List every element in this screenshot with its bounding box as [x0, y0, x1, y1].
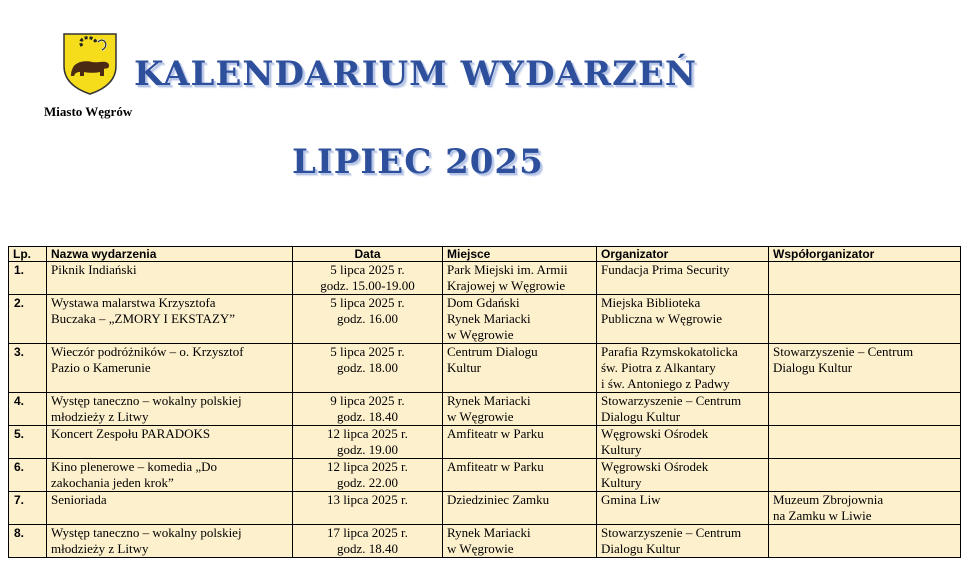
cell-event-name-line: Występ taneczno – wokalny polskiej — [51, 525, 242, 540]
cell-place-line: Park Miejski im. Armii — [447, 262, 568, 277]
cell-organizer-line: Dialogu Kultur — [601, 409, 681, 424]
column-header-date: Data — [293, 247, 443, 262]
cell-event-name — [47, 344, 293, 393]
table-row — [9, 295, 961, 344]
cell-date-line: 17 lipca 2025 r. — [327, 525, 408, 540]
cell-place — [443, 459, 597, 492]
events-table — [8, 246, 961, 558]
cell-place-line: w Węgrowie — [447, 541, 514, 556]
cell-event-name — [47, 525, 293, 558]
cell-coorganizer-line: na Zamku w Liwie — [773, 508, 872, 523]
cell-place-line: Krajowej w Węgrowie — [447, 278, 566, 293]
table-row — [9, 492, 961, 525]
column-header-lp: Lp. — [9, 247, 47, 262]
cell-date-line: godz. 16.00 — [336, 311, 399, 326]
cell-coorganizer-line: Dialogu Kultur — [773, 360, 853, 375]
cell-place-line: Amfiteatr w Parku — [447, 459, 544, 474]
cell-place-line: Dom Gdański — [447, 295, 520, 310]
cell-coorganizer — [769, 295, 961, 344]
cell-date-line: 12 lipca 2025 r. — [327, 459, 408, 474]
cell-organizer-line: Kultury — [601, 475, 642, 490]
cell-coorganizer — [769, 459, 961, 492]
cell-organizer-line: Publiczna w Węgrowie — [601, 311, 723, 326]
cell-place-line: Centrum Dialogu — [447, 344, 538, 359]
cell-organizer — [597, 393, 769, 426]
cell-coorganizer-line: Muzeum Zbrojownia — [773, 492, 884, 507]
cell-place — [443, 295, 597, 344]
cell-place — [443, 344, 597, 393]
cell-event-name-line: Wieczór podróżników – o. Krzysztof — [51, 344, 244, 359]
cell-lp: 3. — [9, 344, 47, 393]
cell-event-name — [47, 459, 293, 492]
cell-lp: 4. — [9, 393, 47, 426]
cell-place-line: Rynek Mariacki — [447, 525, 531, 540]
cell-organizer — [597, 344, 769, 393]
cell-coorganizer — [769, 262, 961, 295]
cell-organizer — [597, 426, 769, 459]
cell-organizer-line: Miejska Biblioteka — [601, 295, 701, 310]
cell-place-line: Dziedziniec Zamku — [447, 492, 550, 507]
page-subtitle: LIPIEC 2025 — [292, 142, 544, 182]
cell-event-name — [47, 262, 293, 295]
cell-coorganizer — [769, 426, 961, 459]
cell-event-name-line: młodzieży z Litwy — [51, 409, 149, 424]
cell-date-line: godz. 15.00-19.00 — [320, 278, 415, 293]
column-header-coorganizer: Współorganizator — [769, 247, 961, 262]
cell-date-line: godz. 22.00 — [336, 475, 399, 490]
cell-event-name-line: zakochania jeden krok” — [51, 475, 174, 490]
cell-event-name — [47, 492, 293, 525]
cell-date-line: godz. 18.40 — [336, 409, 399, 424]
cell-date-line: 9 lipca 2025 r. — [330, 393, 405, 408]
cell-date — [293, 295, 443, 344]
cell-organizer-line: Kultury — [601, 442, 642, 457]
cell-event-name-line: Pazio o Kamerunie — [51, 360, 151, 375]
cell-organizer-line: św. Piotra z Alkantary — [601, 360, 716, 375]
cell-event-name — [47, 426, 293, 459]
cell-event-name — [47, 295, 293, 344]
cell-date-line: 13 lipca 2025 r. — [327, 492, 408, 507]
cell-date-line: 5 lipca 2025 r. — [330, 295, 405, 310]
cell-date — [293, 492, 443, 525]
cell-date-line: godz. 18.00 — [336, 360, 399, 375]
coat-of-arms-bear-icon — [62, 32, 118, 96]
table-body — [9, 262, 961, 558]
cell-organizer — [597, 295, 769, 344]
cell-place-line: w Węgrowie — [447, 327, 514, 342]
cell-lp: 7. — [9, 492, 47, 525]
column-header-place: Miejsce — [443, 247, 597, 262]
cell-event-name-line: Występ taneczno – wokalny polskiej — [51, 393, 242, 408]
cell-place — [443, 393, 597, 426]
cell-date — [293, 426, 443, 459]
cell-date — [293, 262, 443, 295]
cell-organizer-line: Parafia Rzymskokatolicka — [601, 344, 738, 359]
cell-date-line: 12 lipca 2025 r. — [327, 426, 408, 441]
cell-event-name-line: Piknik Indiański — [51, 262, 137, 277]
cell-event-name-line: Buczaka – „ZMORY I EKSTAZY” — [51, 311, 236, 326]
cell-lp: 2. — [9, 295, 47, 344]
cell-coorganizer-line: Stowarzyszenie – Centrum — [773, 344, 914, 359]
cell-place — [443, 525, 597, 558]
table-row — [9, 262, 961, 295]
logo-caption: Miasto Węgrów — [44, 104, 133, 119]
table-row — [9, 525, 961, 558]
cell-place-line: Rynek Mariacki — [447, 311, 531, 326]
cell-event-name-line: Senioriada — [51, 492, 107, 507]
cell-place — [443, 426, 597, 459]
cell-place — [443, 492, 597, 525]
cell-lp: 8. — [9, 525, 47, 558]
cell-event-name-line: Kino plenerowe – komedia „Do — [51, 459, 218, 474]
cell-date-line: godz. 19.00 — [336, 442, 399, 457]
cell-date — [293, 344, 443, 393]
cell-event-name — [47, 393, 293, 426]
cell-organizer-line: Stowarzyszenie – Centrum — [601, 525, 742, 540]
column-header-organizer: Organizator — [597, 247, 769, 262]
cell-coorganizer — [769, 393, 961, 426]
table-row — [9, 426, 961, 459]
cell-coorganizer — [769, 525, 961, 558]
cell-date-line: godz. 18.40 — [336, 541, 399, 556]
page-title: KALENDARIUM WYDARZEŃ — [134, 54, 697, 94]
cell-event-name-line: Wystawa malarstwa Krzysztofa — [51, 295, 216, 310]
cell-lp: 5. — [9, 426, 47, 459]
cell-lp: 6. — [9, 459, 47, 492]
cell-date — [293, 525, 443, 558]
cell-organizer-line: Stowarzyszenie – Centrum — [601, 393, 742, 408]
table-header-row — [9, 247, 961, 262]
cell-organizer-line: Dialogu Kultur — [601, 541, 681, 556]
cell-date-line: 5 lipca 2025 r. — [330, 262, 405, 277]
cell-event-name-line: Koncert Zespołu PARADOKS — [51, 426, 211, 441]
cell-place-line: w Węgrowie — [447, 409, 514, 424]
table-row — [9, 393, 961, 426]
cell-coorganizer — [769, 344, 961, 393]
cell-organizer-line: Węgrowski Ośrodek — [601, 459, 709, 474]
cell-organizer — [597, 262, 769, 295]
table-row — [9, 459, 961, 492]
cell-place-line: Amfiteatr w Parku — [447, 426, 544, 441]
table-row — [9, 344, 961, 393]
cell-lp: 1. — [9, 262, 47, 295]
cell-organizer-line: Fundacja Prima Security — [601, 262, 730, 277]
cell-organizer-line: Węgrowski Ośrodek — [601, 426, 709, 441]
cell-organizer — [597, 459, 769, 492]
cell-organizer-line: Gmina Liw — [601, 492, 661, 507]
cell-place — [443, 262, 597, 295]
cell-place-line: Kultur — [447, 360, 481, 375]
column-header-name: Nazwa wydarzenia — [47, 247, 293, 262]
cell-organizer — [597, 492, 769, 525]
cell-organizer-line: i św. Antoniego z Padwy — [601, 376, 730, 391]
cell-place-line: Rynek Mariacki — [447, 393, 531, 408]
cell-date — [293, 459, 443, 492]
cell-organizer — [597, 525, 769, 558]
cell-event-name-line: młodzieży z Litwy — [51, 541, 149, 556]
cell-date-line: 5 lipca 2025 r. — [330, 344, 405, 359]
cell-coorganizer — [769, 492, 961, 525]
cell-date — [293, 393, 443, 426]
